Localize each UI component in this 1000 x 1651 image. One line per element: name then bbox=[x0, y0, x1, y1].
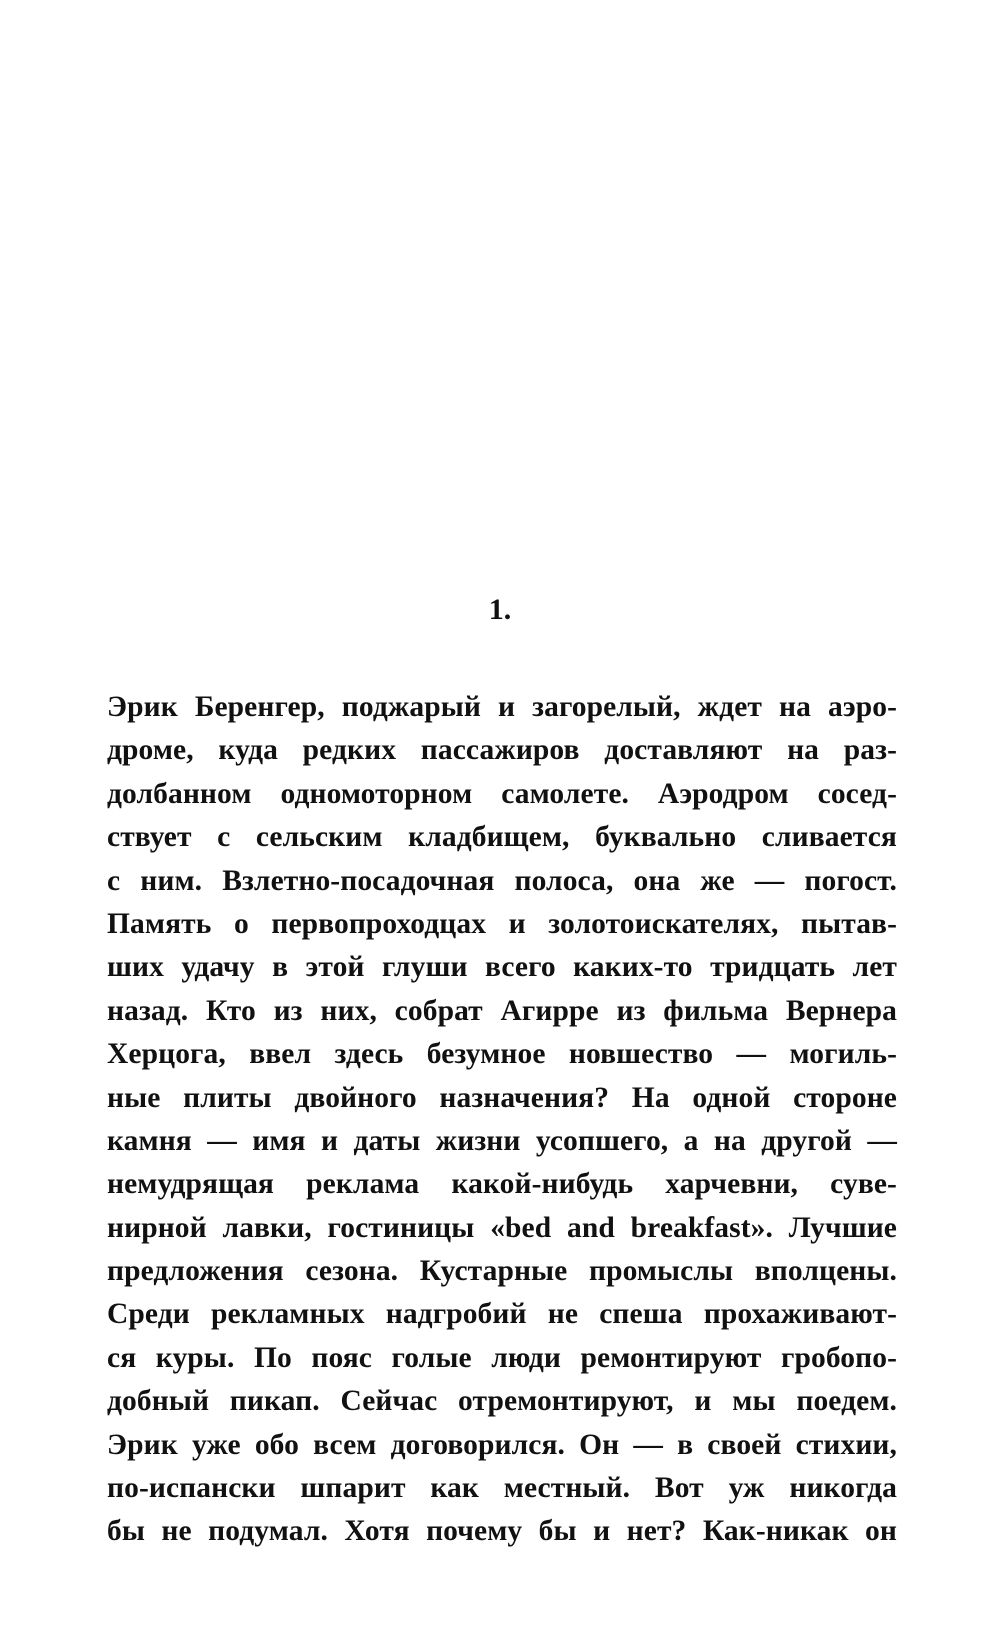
text-line: Эрик Беренгер, поджарый и загорелый, ждет на аэро- bbox=[107, 691, 897, 723]
text-line: бы не подумал. Хотя почему бы и нет? Как-никак он bbox=[107, 1515, 897, 1548]
text-line: ствует с сельским кладбищем, буквально сливается bbox=[107, 821, 897, 854]
text-line: назад. Кто из них, собрат Агирре из фильма Вернера bbox=[107, 994, 897, 1027]
text-line: камня — имя и даты жизни усопшего, а на другой — bbox=[107, 1124, 897, 1157]
text-line: нирной лавки, гостиницы «bed and breakfast». Лучшие bbox=[107, 1211, 897, 1244]
chapter-paragraph bbox=[107, 686, 897, 1554]
text-line: предложения сезона. Кустарные промыслы вполцены. bbox=[107, 1255, 897, 1288]
text-line: ших удачу в этой глуши всего каких-то тридцать лет bbox=[107, 951, 897, 984]
text-line: дроме, куда редких пассажиров доставляют на раз- bbox=[107, 734, 897, 767]
text-line: немудрящая реклама какой-нибудь харчевни, суве- bbox=[107, 1168, 897, 1201]
text-line: Эрик уже обо всем договорился. Он — в своей стихии, bbox=[107, 1428, 897, 1461]
text-line: Херцога, ввел здесь безумное новшество — могиль- bbox=[107, 1038, 897, 1071]
text-line: с ним. Взлетно-посадочная полоса, она же — погост. bbox=[107, 864, 897, 897]
text-line: Память о первопроходцах и золотоискателях, пытав- bbox=[107, 907, 897, 940]
text-line: добный пикап. Сейчас отремонтируют, и мы поедем. bbox=[107, 1385, 897, 1418]
chapter-number: 1. bbox=[488, 593, 512, 626]
text-line: долбанном одномоторном самолете. Аэродром сосед- bbox=[107, 777, 897, 810]
text-line: Среди рекламных надгробий не спеша прохаживают- bbox=[107, 1298, 897, 1331]
text-line: ся куры. По пояс голые люди ремонтируют гробопо- bbox=[107, 1341, 897, 1374]
text-line: по-испански шпарит как местный. Вот уж никогда bbox=[107, 1472, 897, 1505]
text-line: ные плиты двойного назначения? На одной стороне bbox=[107, 1081, 897, 1114]
